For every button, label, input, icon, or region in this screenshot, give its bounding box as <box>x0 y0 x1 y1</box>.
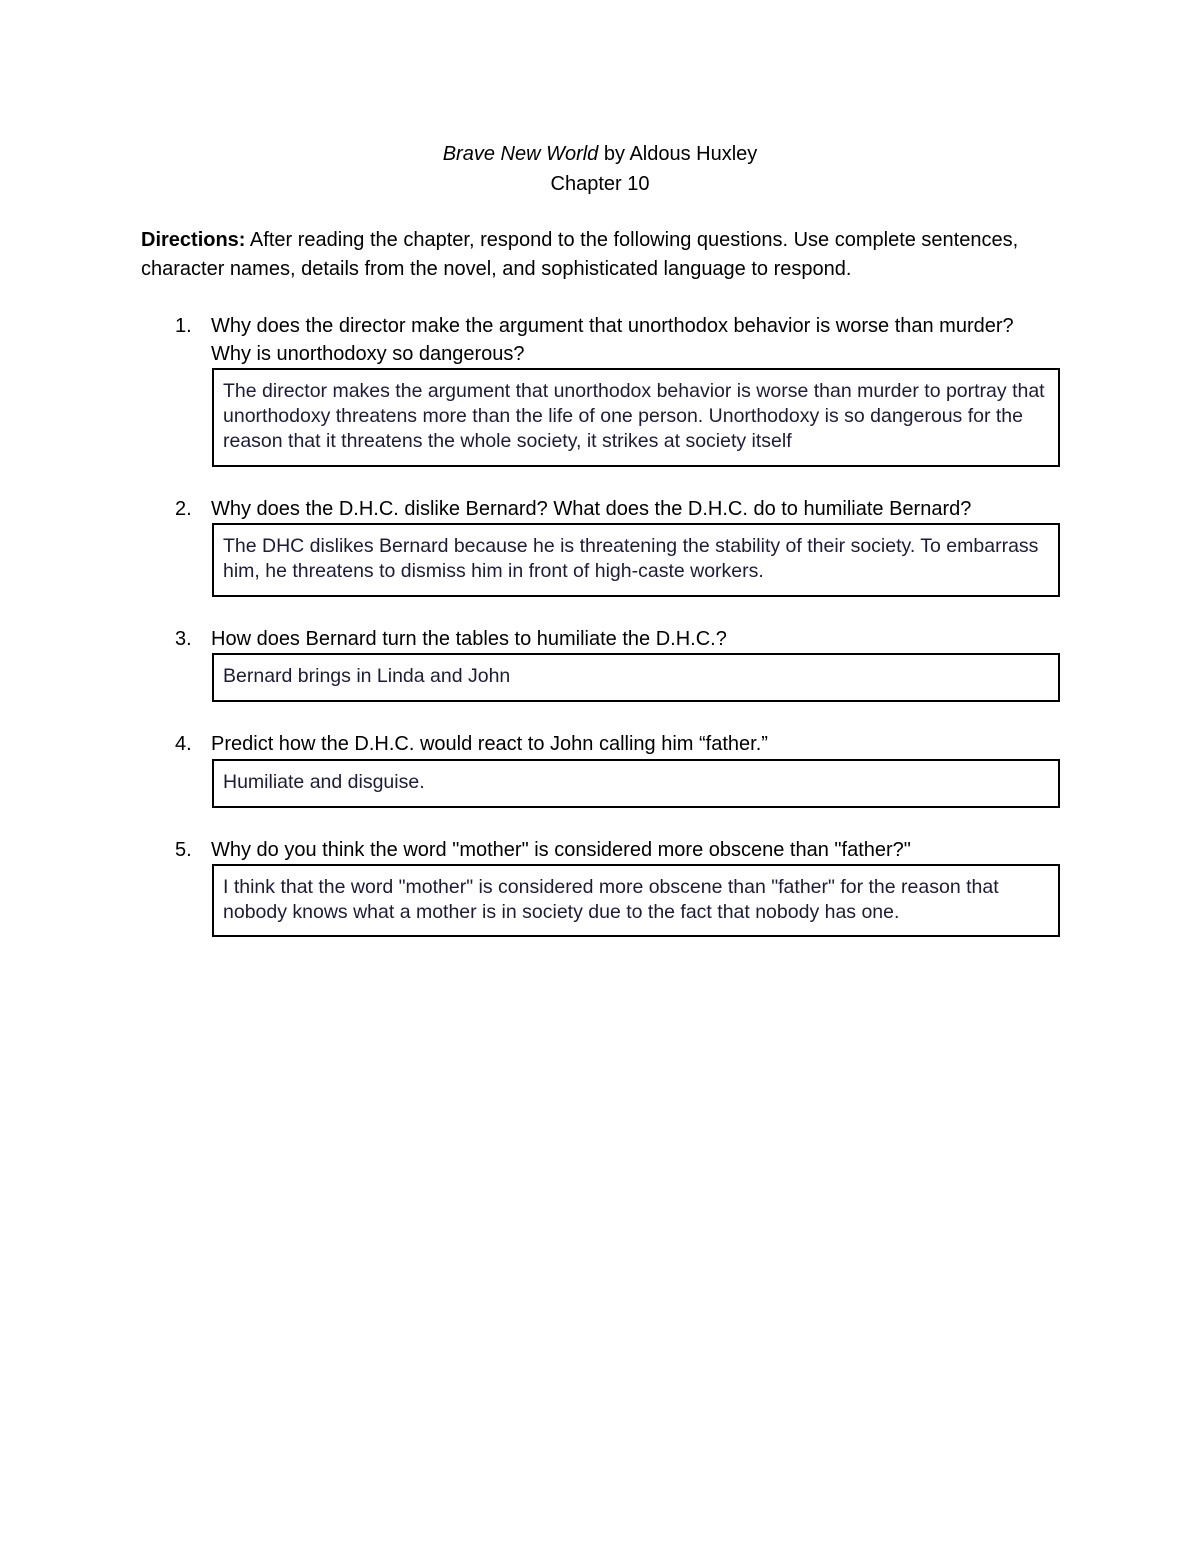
question-text: Why does the D.H.C. dislike Bernard? What does the D.H.C. do to humiliate Bernard? <box>211 498 972 520</box>
answer-box-5[interactable]: I think that the word "mother" is considered more obscene than "father" for the reason that nobody knows what a mother is in society due to the fact that nobody has one. <box>212 864 1060 937</box>
question-number: 4. <box>175 733 192 755</box>
answer-box-3[interactable]: Bernard brings in Linda and John <box>212 653 1060 702</box>
question-number: 2. <box>175 498 192 520</box>
question-number: 3. <box>175 628 192 650</box>
answer-box-2[interactable]: The DHC dislikes Bernard because he is threatening the stability of their society. To embarrass him, he threatens to dismiss him in front of high-caste workers. <box>212 523 1060 597</box>
directions-paragraph <box>141 226 1041 283</box>
document-title <box>0 140 1200 168</box>
answer-box-1[interactable]: The director makes the argument that unorthodox behavior is worse than murder to portray that unorthodoxy threatens more than the life of one person. Unorthodoxy is so dangerous for the reason that it threatens the whole society, it strikes at society itself <box>212 368 1060 467</box>
directions-label: Directions: <box>141 229 246 251</box>
question-number: 5. <box>175 839 192 861</box>
question-text: Predict how the D.H.C. would react to John calling him “father.” <box>211 733 768 755</box>
question-number: 1. <box>175 315 192 337</box>
book-title: Brave New World <box>442 143 599 165</box>
author-byline: by Aldous Huxley <box>598 143 758 165</box>
question-text: Why does the director make the argument that unorthodox behavior is worse than murder? Why is unorthodoxy so dangerous? <box>211 315 1014 365</box>
answer-box-4[interactable]: Humiliate and disguise. <box>212 759 1060 808</box>
chapter-heading: Chapter 10 <box>550 173 650 195</box>
directions-text: After reading the chapter, respond to the following questions. Use complete sentences, character names, details from the novel, and sophisticated language to respond. <box>141 229 1019 280</box>
question-text: How does Bernard turn the tables to humiliate the D.H.C.? <box>211 628 727 650</box>
question-text: Why do you think the word "mother" is considered more obscene than "father?" <box>211 839 911 861</box>
